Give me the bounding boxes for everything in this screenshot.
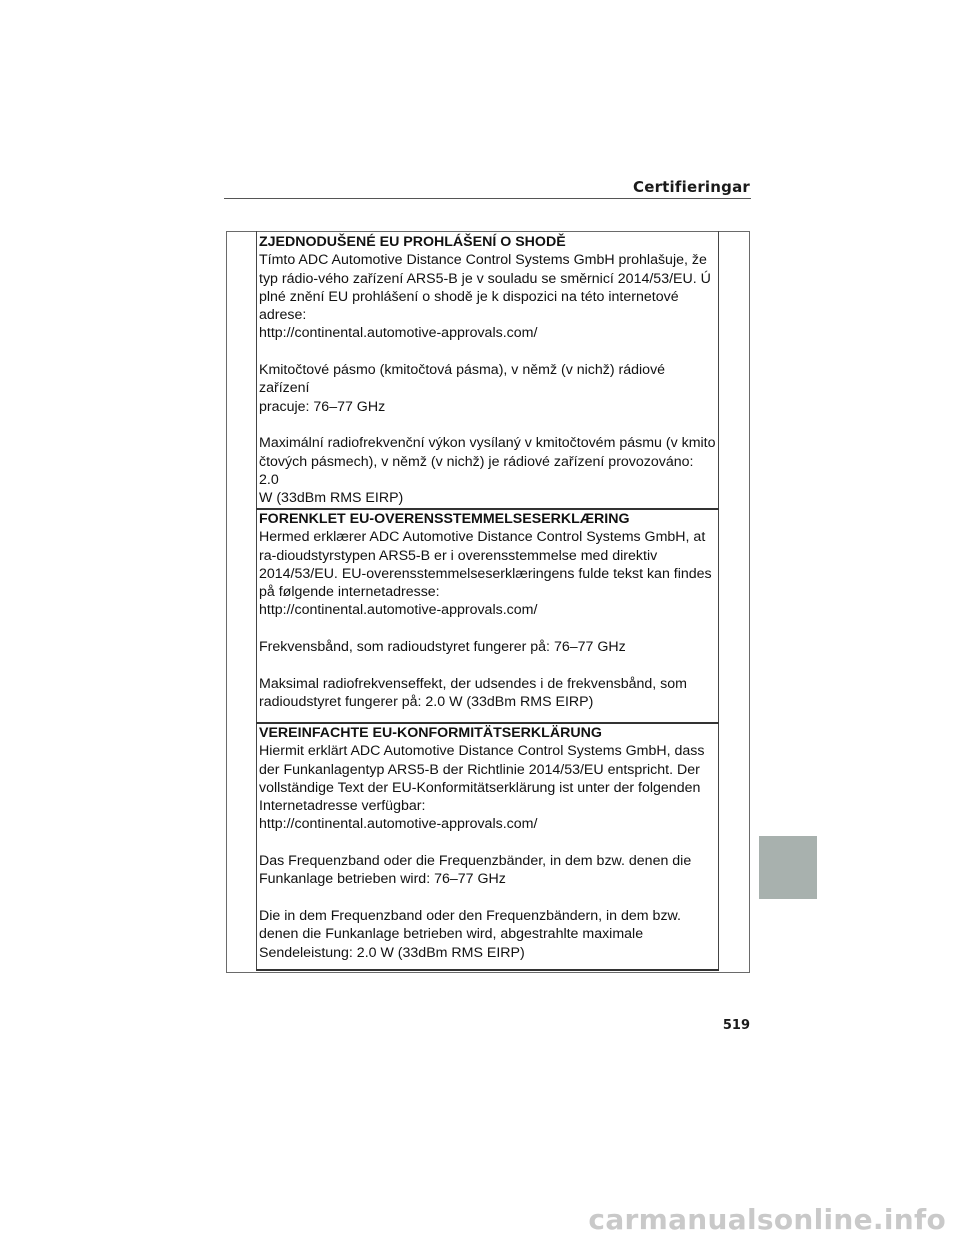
section-line: Die in dem Frequenzband oder den Frequenzbändern, in dem bzw. bbox=[259, 907, 681, 924]
section-title: FORENKLET EU-OVERENSSTEMMELSESERKLÆRING bbox=[259, 511, 630, 527]
section-title: ZJEDNODUŠENÉ EU PROHLÁŠENÍ O SHODĚ bbox=[259, 234, 566, 250]
section-line: plné znění EU prohlášení o shodě je k dispozici na této internetové bbox=[259, 288, 679, 305]
section-line: W (33dBm RMS EIRP) bbox=[259, 490, 404, 507]
section-line: på følgende internetadresse: bbox=[259, 584, 440, 601]
spacer bbox=[259, 343, 716, 361]
section-line: Internetadresse verfügbar: bbox=[259, 798, 426, 815]
section-line: Kmitočtové pásmo (kmitočtová pásma), v němž (v nichž) rádiové zařízení bbox=[259, 362, 666, 397]
section-line: typ rádio-vého zařízení ARS5-B je v souladu se směrnicí 2014/53/EU. Ú bbox=[259, 270, 711, 287]
page-number: 519 bbox=[722, 1018, 750, 1033]
section-line: Funkanlage betrieben wird: 76–77 GHz bbox=[259, 871, 506, 888]
section-line: pracuje: 76–77 GHz bbox=[259, 398, 386, 415]
section-title: VEREINFACHTE EU-KONFORMITÄTSERKLÄRUNG bbox=[259, 725, 602, 741]
section-line: Sendeleistung: 2.0 W (33dBm RMS EIRP) bbox=[259, 944, 525, 961]
declaration-section-cz bbox=[257, 233, 718, 507]
section-line: Maximální radiofrekvenční výkon vysílaný v kmitočtovém pásmu (v kmito bbox=[259, 435, 716, 452]
spacer bbox=[259, 416, 716, 434]
spacer bbox=[259, 889, 716, 907]
declaration-section-dk bbox=[257, 510, 718, 711]
page-header-title: Certifieringar bbox=[632, 178, 750, 196]
section-line: Maksimal radiofrekvenseffekt, der udsendes i de frekvensbånd, som bbox=[259, 675, 687, 692]
chapter-tab bbox=[759, 836, 817, 899]
section-line: Das Frequenzband oder die Frequenzbänder, in dem bzw. denen die bbox=[259, 853, 692, 870]
declaration-section-de bbox=[257, 724, 718, 962]
section-line: čtových pásmech), v němž (v nichž) je rádiové zařízení provozováno: 2.0 bbox=[259, 453, 694, 488]
spacer bbox=[259, 656, 716, 674]
header-rule bbox=[224, 198, 751, 199]
spacer bbox=[259, 620, 716, 638]
section-line: Frekvensbånd, som radioudstyret fungerer på: 76–77 GHz bbox=[259, 639, 626, 656]
section-line: http://continental.automotive-approvals.com/ bbox=[259, 602, 538, 619]
section-line: denen die Funkanlage betrieben wird, abgestrahlte maximale bbox=[259, 926, 644, 943]
section-line: adrese: bbox=[259, 307, 307, 324]
section-line: der Funkanlagentyp ARS5-B der Richtlinie 2014/53/EU entspricht. Der bbox=[259, 761, 700, 778]
section-line: 2014/53/EU. EU-overensstemmelseserklæringens fulde tekst kan findes bbox=[259, 565, 712, 582]
section-line: ra-dioudstyrstypen ARS5-B er i overensstemmelse med direktiv bbox=[259, 547, 658, 564]
section-line: http://continental.automotive-approvals.com/ bbox=[259, 816, 538, 833]
section-line: http://continental.automotive-approvals.com/ bbox=[259, 325, 538, 342]
section-line: Hermed erklærer ADC Automotive Distance Control Systems GmbH, at bbox=[259, 529, 706, 546]
section-line: vollständige Text der EU-Konformitätserklärung ist unter der folgenden bbox=[259, 779, 701, 796]
section-line: Tímto ADC Automotive Distance Control Systems GmbH prohlašuje, že bbox=[259, 252, 707, 269]
spacer bbox=[259, 834, 716, 852]
section-line: Hiermit erklärt ADC Automotive Distance Control Systems GmbH, dass bbox=[259, 743, 705, 760]
watermark: carmanualsonline.info bbox=[588, 1203, 946, 1236]
table-bottom-rule bbox=[256, 969, 719, 971]
section-line: radioudstyret fungerer på: 2.0 W (33dBm RMS EIRP) bbox=[259, 693, 594, 710]
